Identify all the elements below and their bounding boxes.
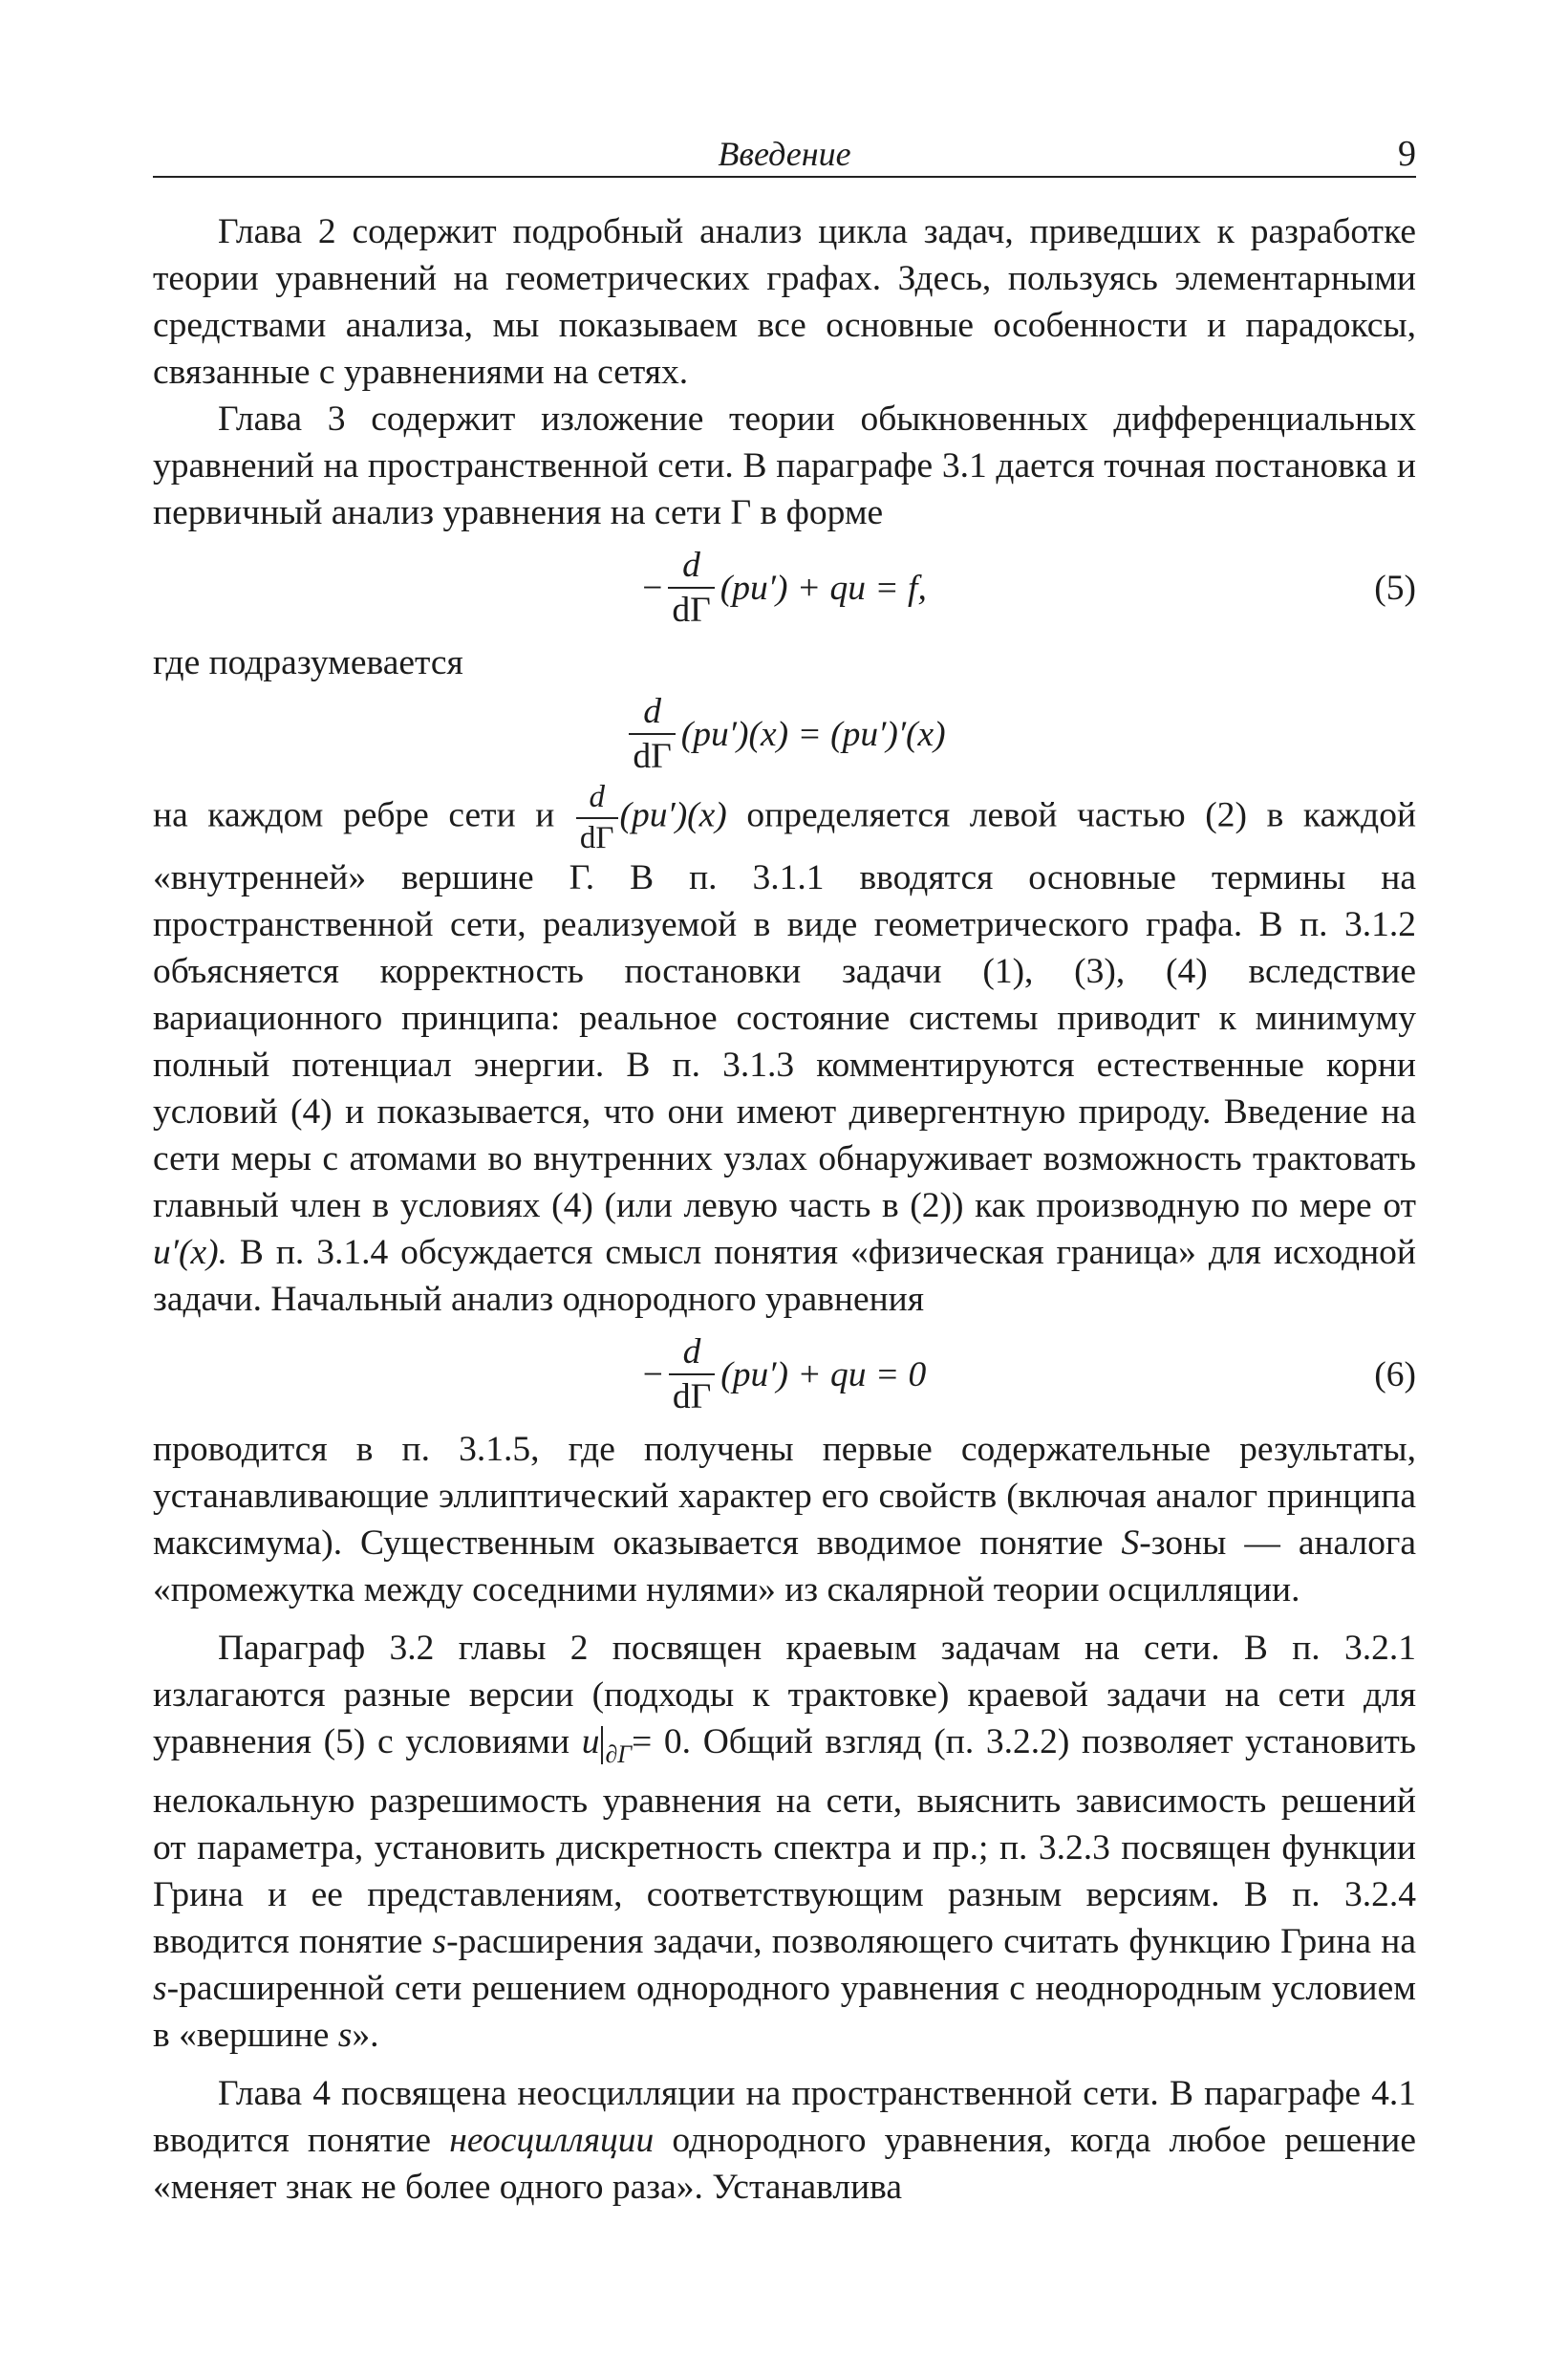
equation-6 <box>153 1323 1416 1426</box>
running-head <box>153 132 1416 178</box>
equation-6-body <box>153 1323 1416 1426</box>
paragraph-section-3-2-mid2: -расширенной сети решением однородного уравнения с неоднородным условием в «вершине <box>153 1969 1416 2055</box>
definition-formula <box>153 686 1416 782</box>
equation-6-numerator: d <box>669 1334 715 1376</box>
inline-derivative-numerator: d <box>576 782 618 819</box>
s-zone-variable: S <box>1121 1523 1140 1563</box>
paragraph-chapter-4 <box>153 2070 1416 2211</box>
term-nonoscillation: неосцилляции <box>449 2121 655 2160</box>
boundary-rhs: = 0. <box>632 1722 692 1761</box>
s-extension-variable: s <box>432 1922 447 1961</box>
paragraph-chapter-3-tail: В п. 3.1.4 обсуждается смысл понятия «физическая граница» для исходной задачи. Начальный анализ однородного уравнения <box>153 1233 1416 1319</box>
book-page <box>153 132 1416 2211</box>
equation-5-number: (5) <box>1374 568 1416 608</box>
definition-denominator: dΓ <box>633 737 672 776</box>
definition-numerator: d <box>629 694 675 736</box>
boundary-subscript: ∂Γ <box>605 1740 633 1768</box>
paragraph-section-3-2-end: ». <box>352 2016 379 2055</box>
paragraph-section-3-1-5 <box>153 1426 1416 1613</box>
paragraph-section-3-1-5-text: проводится в п. 3.1.5, где получены первые содержательные результаты, устанавливающие эллиптический характер его свойств (включая аналог принципа максимума). Существенным оказывается вводимое понятие <box>153 1430 1416 1563</box>
paragraph-section-3-2-rest: Общий взгляд (п. 3.2.2) позволяет установить нелокальную разрешимость уравнения на сети, выяснить зависимость решений от параметра, установить дискретность спектра и пр.; п. 3.2.3 посвящен функции Грина и ее представлениям, соответствующим разным версиям. В п. 3.2.4 вводится понятие <box>153 1722 1416 1961</box>
equation-6-minus: − <box>642 1354 663 1394</box>
equation-5-minus: − <box>642 568 663 608</box>
running-title: Введение <box>718 135 851 173</box>
equation-5-expression: (pu′) + qu = f, <box>720 568 927 608</box>
definition-formula-body <box>153 686 1416 782</box>
paragraph-chapter-3-rest: определяется левой частью (2) в каждой «внутренней» вершине Γ. В п. 3.1.1 вводятся основные термины на пространственной сети, реализуемой в виде геометрического графа. В п. 3.1.2 объясняется корректность постановки задачи (1), (3), (4) вследствие вариационного принципа: реальное состояние системы приводит к минимуму полный потенциал энергии. В п. 3.1.3 комментируются естественные корни условий (4) и показывается, что они имеют дивергентную природу. Введение на сети меры с атомами во внутренних узлах обнаруживает возможность трактовать главный член в условиях (4) (или левую часть в (2)) как производную по мере от <box>153 795 1417 1225</box>
s-extended-variable: s <box>153 1969 167 2008</box>
definition-fraction <box>629 691 675 776</box>
paragraph-chapter-3-details <box>153 782 1416 1323</box>
boundary-restriction-bar <box>601 1726 603 1764</box>
definition-expression: (pu′)(x) = (pu′)′(x) <box>680 714 946 754</box>
paragraph-section-3-2 <box>153 1625 1416 2059</box>
equation-5-fraction <box>668 545 714 630</box>
page-number: 9 <box>1398 134 1416 174</box>
equation-5 <box>153 536 1416 639</box>
paragraph-where-implied: где подразумевается <box>153 643 463 682</box>
equation-6-expression: (pu′) + qu = 0 <box>720 1354 927 1394</box>
s-vertex-variable: s <box>337 2016 353 2055</box>
inline-derivative-expression: (pu′)(x) <box>619 795 727 835</box>
paragraph-chapter-3-lead: на каждом ребре сети и <box>153 795 555 835</box>
equation-6-denominator: dΓ <box>672 1377 712 1416</box>
boundary-u: u <box>581 1722 600 1761</box>
paragraph-chapter-4-rest: однородного уравнения, когда любое решение «меняет знак не более одного раза». Устанавлива <box>153 2121 1417 2207</box>
paragraph-chapter-4-lead: Глава 4 посвящена неосцилляции на пространственной сети. В параграфе 4.1 вводится понятие <box>153 2074 1416 2160</box>
paragraph-section-3-2-mid: -расширения задачи, позволяющего считать функцию Грина на <box>446 1922 1416 1961</box>
equation-5-numerator: d <box>668 548 714 590</box>
paragraph-chapter-3-intro: Глава 3 содержит изложение теории обыкновенных дифференциальных уравнений на пространственной сети. В параграфе 3.1 дается точная постановка и первичный анализ уравнения на сети Γ в форме <box>153 400 1416 532</box>
body-text <box>153 208 1416 2211</box>
paragraph-section-3-1-5-tail: -зоны — аналога «промежутка между соседними нулями» из скалярной теории осцилляции. <box>153 1523 1416 1609</box>
u-prime-of-x: u′(x). <box>153 1233 227 1272</box>
paragraph-section-3-2-lead: Параграф 3.2 главы 2 посвящен краевым задачам на сети. В п. 3.2.1 излагаются разные версии (подходы к трактовке) краевой задачи на сети для уравнения (5) с условиями <box>153 1629 1416 1761</box>
equation-6-fraction <box>669 1331 715 1416</box>
equation-5-body <box>153 536 1416 639</box>
equation-5-denominator: dΓ <box>672 591 711 630</box>
inline-derivative-fraction <box>576 782 618 854</box>
equation-6-number: (6) <box>1374 1354 1416 1394</box>
paragraph-chapter-2: Глава 2 содержит подробный анализ цикла задач, приведших к разработке теории уравнений на геометрических графах. Здесь, пользуясь элементарными средствами анализа, мы показываем все основные особенности и парадоксы, связанные с уравнениями на сетях. <box>153 212 1416 392</box>
inline-derivative-denominator: dΓ <box>579 821 614 855</box>
